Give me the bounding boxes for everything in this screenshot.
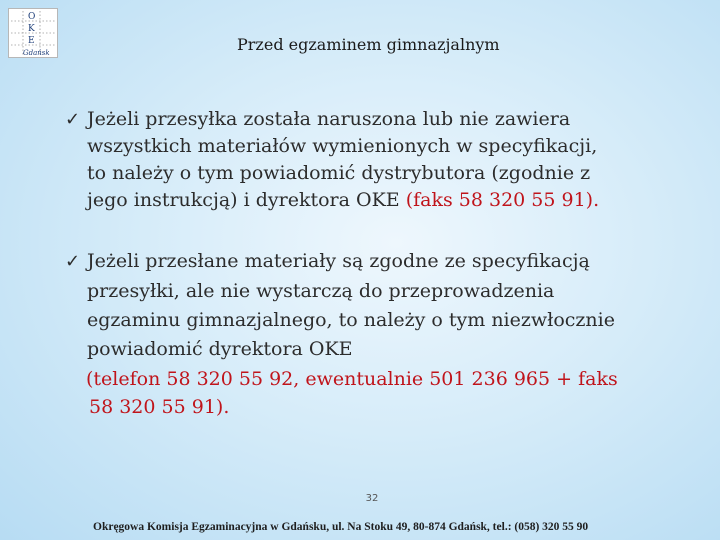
logo-letter-o: O: [28, 12, 36, 22]
oke-logo: [8, 8, 58, 58]
block1-line2: wszystkich materiałów wymienionych w specyfikacji,: [87, 135, 598, 157]
block2-line3: egzaminu gimnazjalnego, to należy o tym niezwłocznie: [87, 309, 615, 331]
block2-line2: przesyłki, ale nie wystarczą do przeprowadzenia: [87, 280, 555, 302]
block1-line1: Jeżeli przesyłka została naruszona lub nie zawiera: [87, 108, 571, 130]
block2-fax: 58 320 55 91).: [89, 396, 230, 418]
block1-line4: [87, 187, 599, 213]
block1-fax: (faks 58 320 55 91).: [405, 189, 600, 211]
logo-city: Gdańsk: [23, 49, 50, 57]
logo-letter-k: K: [28, 24, 35, 34]
block1-line3: to należy o tym powiadomić dystrybutora (zgodnie z: [87, 162, 591, 184]
checkmark-icon: ✓: [65, 109, 81, 130]
slide-title: Przed egzaminem gimnazjalnym: [237, 35, 500, 54]
logo-letter-e: E: [28, 36, 35, 46]
block1-line4-text: jego instrukcją) i dyrektora OKE: [87, 189, 406, 211]
footer-address: Okręgowa Komisja Egzaminacyjna w Gdańsku, ul. Na Stoku 49, 80-874 Gdańsk, tel.: (058) 320 55 90: [93, 521, 589, 533]
block2-line4: powiadomić dyrektora OKE: [87, 338, 353, 360]
checkmark-icon: ✓: [65, 251, 81, 272]
page-number: 32: [365, 493, 379, 504]
block2-phone: (telefon 58 320 55 92, ewentualnie 501 236 965 + faks: [86, 368, 618, 390]
block2-line1: Jeżeli przesłane materiały są zgodne ze specyfikacją: [87, 250, 590, 272]
